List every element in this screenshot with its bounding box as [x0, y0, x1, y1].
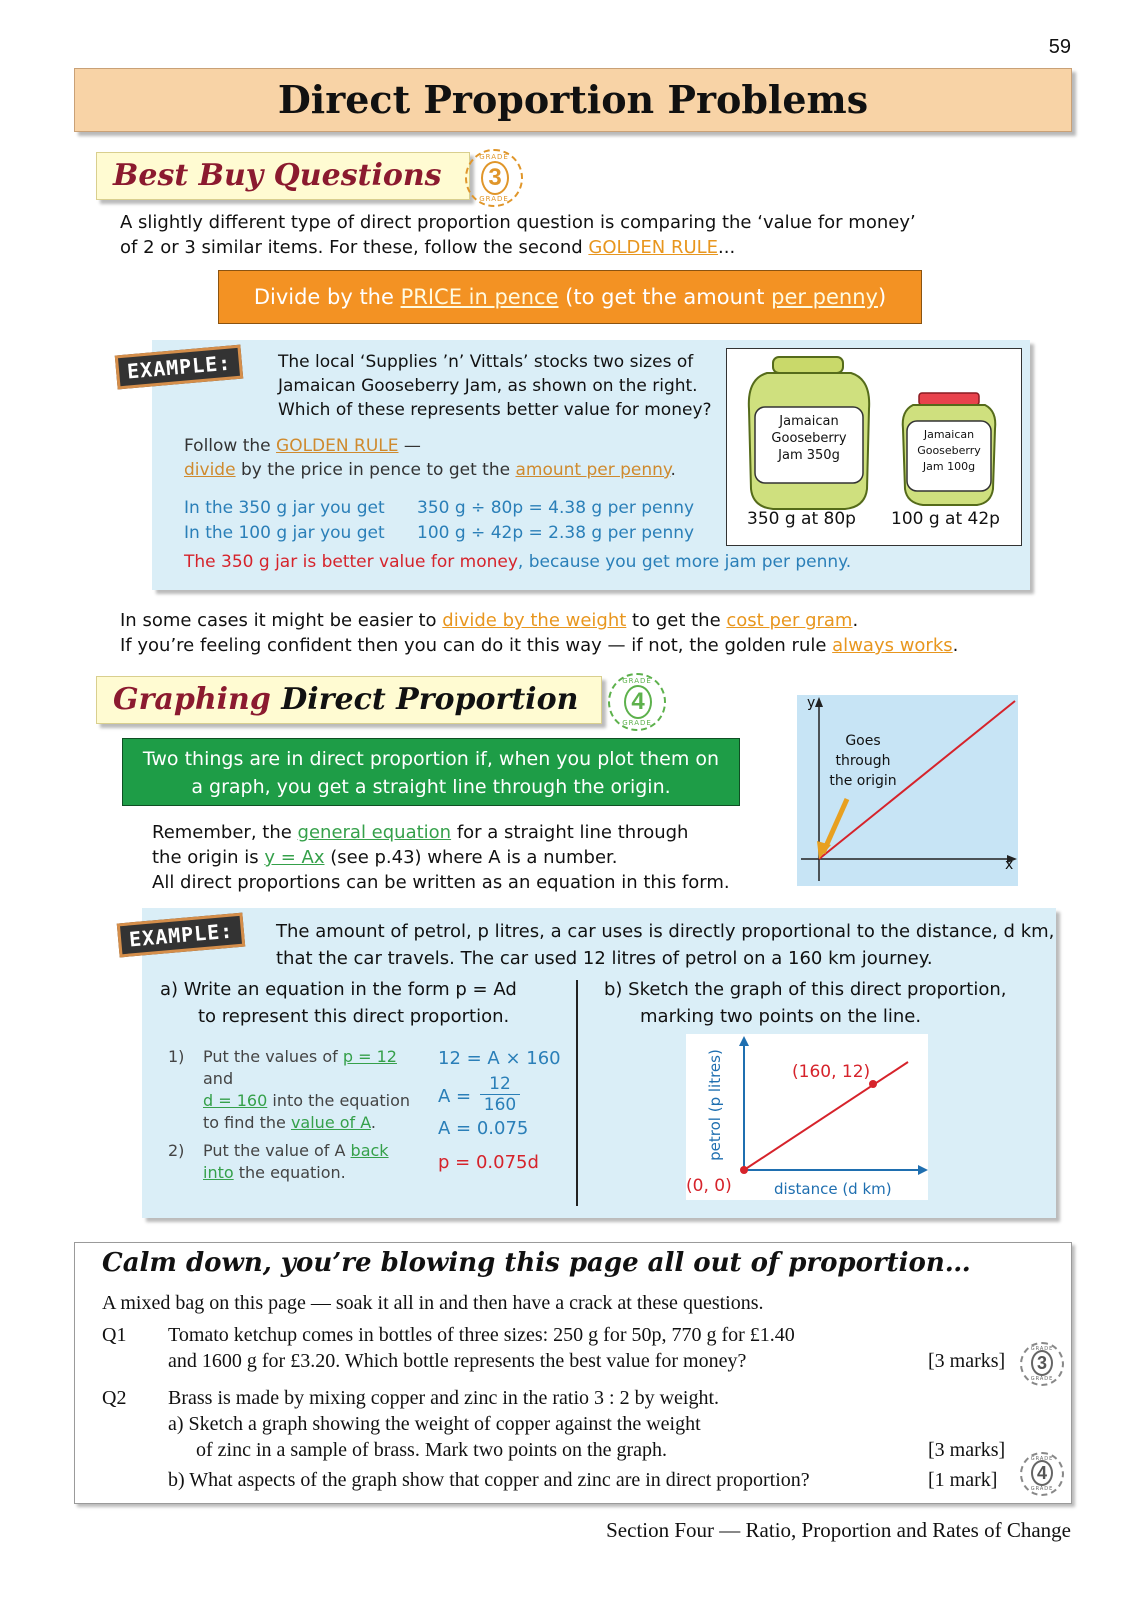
petrol-graph	[686, 1034, 928, 1200]
point-label: (160, 12)	[792, 1062, 871, 1082]
grade-number: 4	[624, 685, 652, 719]
example-1-conclusion	[184, 550, 1024, 574]
part-a-line: to represent this direct proportion.	[198, 1006, 510, 1027]
q2b-marks: [1 mark]	[928, 1469, 998, 1491]
p-equals-12: p = 12	[342, 1047, 397, 1066]
label-line: through	[835, 753, 891, 769]
text: Put the value of A	[203, 1141, 351, 1160]
example-1-question	[278, 350, 718, 422]
text: by the price in pence to get the	[235, 460, 516, 480]
q2a-marks: [3 marks]	[928, 1439, 1006, 1461]
example-line: The amount of petrol, p litres, a car uses is directly proportional to the distance, d km,	[276, 921, 1055, 942]
into-link: into	[203, 1163, 234, 1182]
text: the origin is	[152, 847, 265, 868]
value-of-a: value of A	[290, 1113, 371, 1132]
conclusion-red: The 350 g jar is better value for money	[184, 552, 518, 572]
step-line	[203, 1162, 428, 1184]
divide-link: divide	[184, 460, 236, 480]
cost-per-gram-link: cost per gram	[726, 610, 853, 631]
heading-part: Direct Proportion	[270, 682, 579, 717]
fraction-numerator: 12	[480, 1074, 520, 1095]
q2-grade-badge	[1020, 1452, 1064, 1496]
y-equals-ax-link: y = Ax	[264, 847, 325, 868]
page-title-bar	[74, 68, 1072, 132]
text: the equation.	[233, 1163, 346, 1182]
rule-per-penny: per penny	[771, 285, 878, 309]
step-line	[203, 1112, 428, 1134]
grade-word: GRADE	[622, 719, 652, 727]
step-number: 2)	[168, 1141, 185, 1160]
note-line-2	[120, 633, 1080, 658]
page-title: Direct Proportion Problems	[277, 77, 869, 122]
text: to find the	[203, 1113, 291, 1132]
equation-1: 12 = A × 160	[438, 1048, 561, 1069]
q1-line: and 1600 g for £3.20. Which bottle represents the best value for money?	[168, 1350, 747, 1372]
step-2	[168, 1140, 428, 1184]
grade-word: GRADE	[1030, 1456, 1054, 1462]
example-1-calculations	[184, 496, 724, 546]
alternative-method-note	[120, 608, 1080, 658]
part-b-line: marking two points on the line.	[640, 1006, 922, 1027]
calc-left: In the 100 g jar you get	[184, 523, 385, 543]
best-buy-heading-text: Best Buy Questions	[113, 158, 442, 193]
step-line	[203, 1046, 428, 1090]
back-link: back	[350, 1141, 389, 1160]
q2-text	[168, 1385, 928, 1493]
example-line: that the car travels. The car used 12 litres of petrol on a 160 km journey.	[276, 948, 933, 969]
grade-word: GRADE	[1030, 1376, 1054, 1382]
grade-word: GRADE	[622, 677, 652, 685]
column-divider	[576, 980, 578, 1206]
best-buy-intro	[120, 210, 1020, 260]
axis-x-label: x	[1005, 857, 1014, 873]
divide-line	[184, 458, 724, 482]
grade-word: GRADE	[1030, 1486, 1054, 1492]
rem-line: All direct proportions can be written as an equation in this form.	[152, 872, 730, 893]
step-1	[168, 1046, 428, 1134]
follow-line	[184, 434, 724, 458]
definition-line: a graph, you get a straight line through the origin.	[191, 776, 671, 798]
grade-word: GRADE	[479, 195, 509, 203]
grade-3-badge	[465, 149, 523, 207]
axis-y-label: y	[807, 695, 816, 711]
text: .	[952, 635, 959, 656]
q1-text	[168, 1322, 928, 1374]
q1-marks: [3 marks]	[928, 1350, 1006, 1372]
golden-rule-link: GOLDEN RULE	[588, 237, 719, 258]
grade-number: 3	[1031, 1350, 1053, 1376]
label-line: Goes	[845, 733, 881, 749]
graphing-heading	[96, 676, 602, 724]
equation-4: p = 0.075d	[438, 1152, 539, 1173]
rule-text: Divide by the	[253, 285, 401, 309]
practice-intro: A mixed bag on this page — soak it all in and then have a crack at these questions.	[102, 1292, 764, 1314]
graphing-heading-text	[113, 682, 578, 717]
text: into the equation	[267, 1091, 411, 1110]
grade-word: GRADE	[1030, 1346, 1054, 1352]
point-160-12	[869, 1080, 877, 1088]
definition-line: Two things are in direct proportion if, when you plot them on	[142, 748, 720, 770]
heading-part: Graphing	[113, 682, 271, 717]
text: (see p.43) where A is a number.	[324, 847, 618, 868]
intro-text: ...	[718, 237, 736, 258]
calc-right: 100 g ÷ 42p = 2.38 g per penny	[417, 523, 695, 543]
q1-line: Tomato ketchup comes in bottles of three sizes: 250 g for 50p, 770 g for £1.40	[168, 1324, 795, 1346]
text: If you’re feeling confident then you can do it this way — if not, the golden rule	[120, 635, 833, 656]
golden-rule-box	[218, 270, 922, 324]
example-line: Jamaican Gooseberry Jam, as shown on the right.	[278, 376, 698, 396]
q1-number: Q1	[102, 1324, 127, 1346]
y-axis-label: petrol (p litres)	[706, 1049, 724, 1161]
part-b-line: b) Sketch the graph of this direct proportion,	[604, 979, 1007, 1000]
general-equation-link: general equation	[297, 822, 452, 843]
direct-proportion-definition	[122, 738, 740, 806]
general-equation-note	[152, 820, 772, 895]
q2a-line: a) Sketch a graph showing the weight of copper against the weight	[168, 1413, 701, 1435]
q2a-line: of zinc in a sample of brass. Mark two points on the graph.	[196, 1439, 668, 1461]
calc-right: 350 g ÷ 80p = 4.38 g per penny	[417, 498, 695, 518]
equation-2-lhs: A =	[438, 1086, 472, 1107]
step-number: 1)	[168, 1047, 185, 1066]
calc-row	[184, 496, 724, 521]
rule-price-in-pence: PRICE in pence	[400, 285, 559, 309]
q2-number: Q2	[102, 1387, 127, 1409]
equation-2-fraction	[480, 1074, 520, 1115]
intro-text: of 2 or 3 similar items. For these, follow the second	[120, 237, 589, 258]
text: .	[670, 460, 676, 480]
amount-per-penny-link: amount per penny	[515, 460, 671, 480]
text: and	[203, 1069, 234, 1088]
text: .	[852, 610, 859, 631]
example-1-tag: EXAMPLE:	[115, 345, 244, 390]
text: to get the	[626, 610, 727, 631]
calc-left: In the 350 g jar you get	[184, 498, 385, 518]
text: Follow the	[184, 436, 277, 456]
page-number: 59	[1048, 36, 1071, 58]
part-a-question	[160, 976, 580, 1030]
rem-line	[152, 820, 772, 845]
step-line	[203, 1140, 428, 1162]
example-1-method	[184, 434, 724, 482]
x-axis-label: distance (d km)	[774, 1180, 892, 1198]
intro-line-2	[120, 235, 1020, 260]
point-origin	[740, 1166, 748, 1174]
divide-by-weight-link: divide by the weight	[442, 610, 627, 631]
grade-word: GRADE	[479, 153, 509, 161]
example-2-question	[276, 918, 1056, 972]
grade-4-badge	[608, 673, 666, 731]
q1-grade-badge	[1020, 1342, 1064, 1386]
origin-graph	[797, 695, 1018, 886]
example-2-tag: EXAMPLE:	[117, 913, 246, 958]
q2b-line: b) What aspects of the graph show that copper and zinc are in direct proportion?	[168, 1469, 810, 1491]
origin-label: (0, 0)	[686, 1176, 732, 1196]
rule-text: (to get the amount	[558, 285, 772, 309]
jar-large-label: Jamaican Gooseberry Jam 350g	[771, 414, 847, 463]
text: In some cases it might be easier to	[120, 610, 443, 631]
rule-text: )	[877, 285, 887, 309]
part-b-question	[604, 976, 1044, 1030]
label-line: the origin	[829, 773, 897, 789]
step-line	[203, 1090, 428, 1112]
section-footer: Section Four — Ratio, Proportion and Rates of Change	[606, 1518, 1071, 1542]
text: Put the values of	[203, 1047, 343, 1066]
fraction-denominator: 160	[483, 1095, 517, 1115]
grade-number: 4	[1031, 1460, 1053, 1486]
example-line: Which of these represents better value for money?	[278, 400, 712, 420]
rem-line	[152, 845, 772, 870]
text: Remember, the	[152, 822, 298, 843]
text: .	[370, 1113, 377, 1132]
step-text	[168, 1140, 428, 1184]
d-equals-160: d = 160	[203, 1091, 268, 1110]
always-works-link: always works	[832, 635, 953, 656]
goes-through-origin-label	[827, 731, 899, 791]
calc-row	[184, 521, 724, 546]
example-line: The local ‘Supplies ’n’ Vittals’ stocks two sizes of	[278, 352, 694, 372]
text: —	[398, 436, 421, 456]
conclusion-blue: , because you get more jam per penny.	[517, 552, 852, 572]
best-buy-heading	[96, 152, 470, 200]
jar-small-label: Jamaican Gooseberry Jam 100g	[917, 428, 981, 473]
step-text	[168, 1046, 428, 1134]
jar-small-price: 100 g at 42p	[891, 509, 1000, 529]
intro-line-1: A slightly different type of direct proportion question is comparing the ‘value for money’	[120, 212, 916, 233]
equation-3: A = 0.075	[438, 1118, 529, 1139]
golden-rule-link: GOLDEN RULE	[276, 436, 399, 456]
q2-line: Brass is made by mixing copper and zinc in the ratio 3 : 2 by weight.	[168, 1387, 719, 1409]
part-a-line: a) Write an equation in the form p = Ad	[160, 979, 517, 1000]
jar-illustration	[726, 348, 1022, 546]
note-line-1	[120, 608, 1080, 633]
practice-title: Calm down, you’re blowing this page all out of proportion…	[102, 1248, 971, 1278]
grade-number: 3	[481, 161, 509, 195]
text: for a straight line through	[451, 822, 689, 843]
jar-large-price: 350 g at 80p	[747, 509, 856, 529]
